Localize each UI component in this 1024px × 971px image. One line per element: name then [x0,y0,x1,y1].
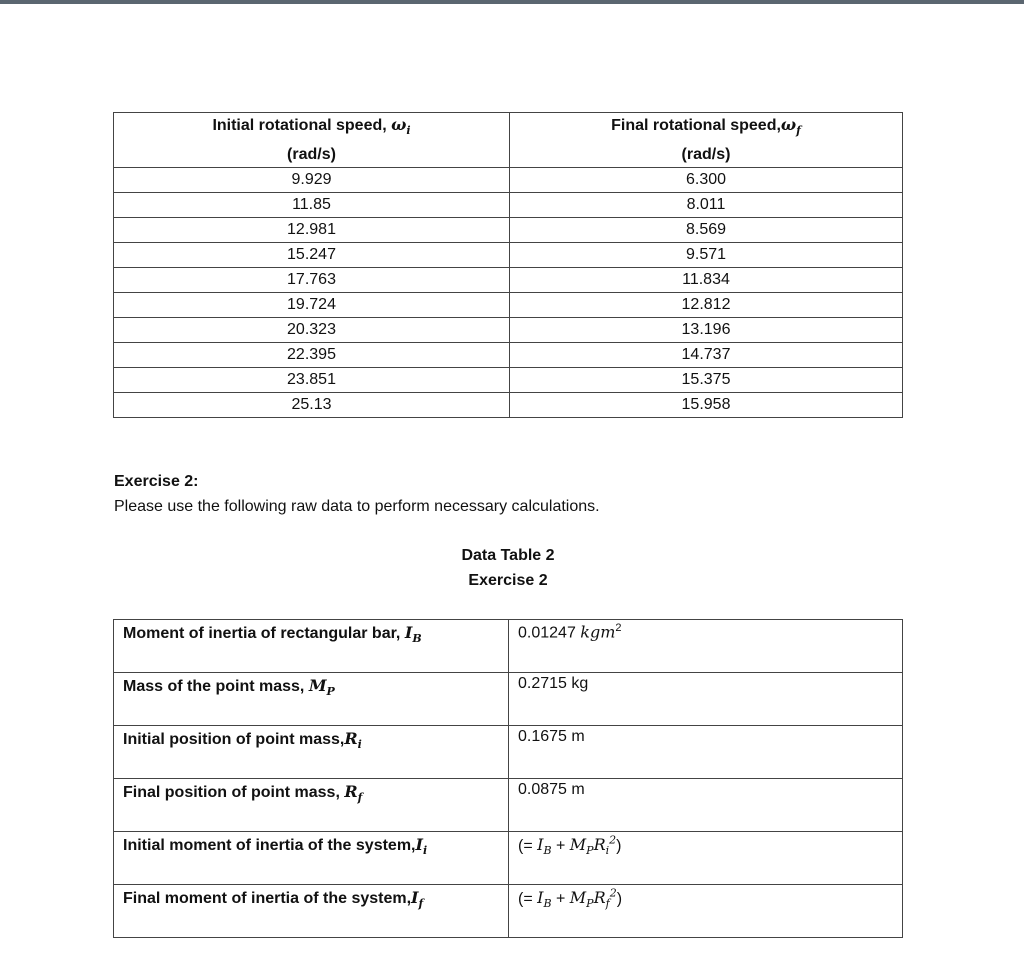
omega-f-symbol: $\omega_f$ [780,115,801,138]
table-2-subcaption: Exercise 2 [468,572,548,589]
final-speed-cell: 15.958 [510,393,903,418]
parameter-label [114,832,509,885]
initial-speed-cell: 20.323 [114,318,510,343]
data-table-1 [113,112,903,418]
final-speed-cell: 8.569 [510,218,903,243]
label-text: Final moment of inertia of the system, [123,890,412,907]
top-border-bar [0,0,1024,4]
label-text: Final position of point mass, [123,784,345,801]
table-row [114,293,903,318]
table-row [114,193,903,218]
table-row [114,343,903,368]
table-row [114,726,903,779]
symbol-ii: $I_i$ [415,835,428,858]
initial-speed-cell: 17.763 [114,268,510,293]
table-row [114,673,903,726]
final-speed-cell: 14.737 [510,343,903,368]
final-speed-cell: 13.196 [510,318,903,343]
table-row [114,779,903,832]
initial-speed-cell: 11.85 [114,193,510,218]
table-header-row [114,113,903,168]
table-row [114,832,903,885]
initial-speed-cell: 15.247 [114,243,510,268]
table-row [114,243,903,268]
parameter-label [114,885,509,938]
initial-speed-cell: 22.395 [114,343,510,368]
label-text: Mass of the point mass, [123,678,309,695]
exercise-heading: Exercise 2: [114,473,199,490]
initial-speed-cell: 9.929 [114,168,510,193]
parameter-label [114,779,509,832]
final-speed-cell: 12.812 [510,293,903,318]
header-final-label: Final rotational speed, [611,117,781,134]
label-text: Initial moment of inertia of the system, [123,837,416,854]
exercise-instruction: Please use the following raw data to perform necessary calculations. [114,498,600,515]
final-speed-cell: 15.375 [510,368,903,393]
table-row [114,268,903,293]
final-speed-cell: 6.300 [510,168,903,193]
initial-speed-cell: 12.981 [114,218,510,243]
header-final-unit: (rad/s) [681,146,731,164]
header-initial-unit: (rad/s) [287,146,336,164]
table-row [114,368,903,393]
parameter-formula: (= $I_B + M_PR_f^2$) [509,885,903,938]
parameter-value: 0.1675 m [509,726,903,779]
label-text: Initial position of point mass, [123,731,345,748]
final-speed-cell: 11.834 [510,268,903,293]
parameter-value: 0.2715 kg [509,673,903,726]
parameter-label [114,620,509,673]
header-final-speed [510,113,903,168]
symbol-ri: $R_i$ [344,729,362,752]
symbol-if: $I_f$ [411,888,424,911]
table-row [114,393,903,418]
table-row [114,168,903,193]
parameter-label [114,673,509,726]
symbol-rf: $R_f$ [344,782,363,805]
symbol-mp: $M_P$ [308,676,335,699]
parameter-formula: (= $I_B + M_PR_i^2$) [509,832,903,885]
parameter-value: 0.01247 kgm$^2$ [509,620,903,673]
initial-speed-cell: 25.13 [114,393,510,418]
data-table-2 [113,619,903,938]
table-row [114,218,903,243]
table-row [114,620,903,673]
final-speed-cell: 9.571 [510,243,903,268]
symbol-ib: $I_B$ [404,623,422,646]
parameter-label [114,726,509,779]
final-speed-cell: 8.011 [510,193,903,218]
initial-speed-cell: 23.851 [114,368,510,393]
header-initial-label: Initial rotational speed, [212,117,392,134]
header-initial-speed [114,113,510,168]
parameter-value: 0.0875 m [509,779,903,832]
table-2-caption: Data Table 2 [461,547,555,564]
table-row [114,318,903,343]
label-text: Moment of inertia of rectangular bar, [123,625,405,642]
omega-i-symbol: $\omega_i$ [391,115,411,138]
initial-speed-cell: 19.724 [114,293,510,318]
table-row [114,885,903,938]
